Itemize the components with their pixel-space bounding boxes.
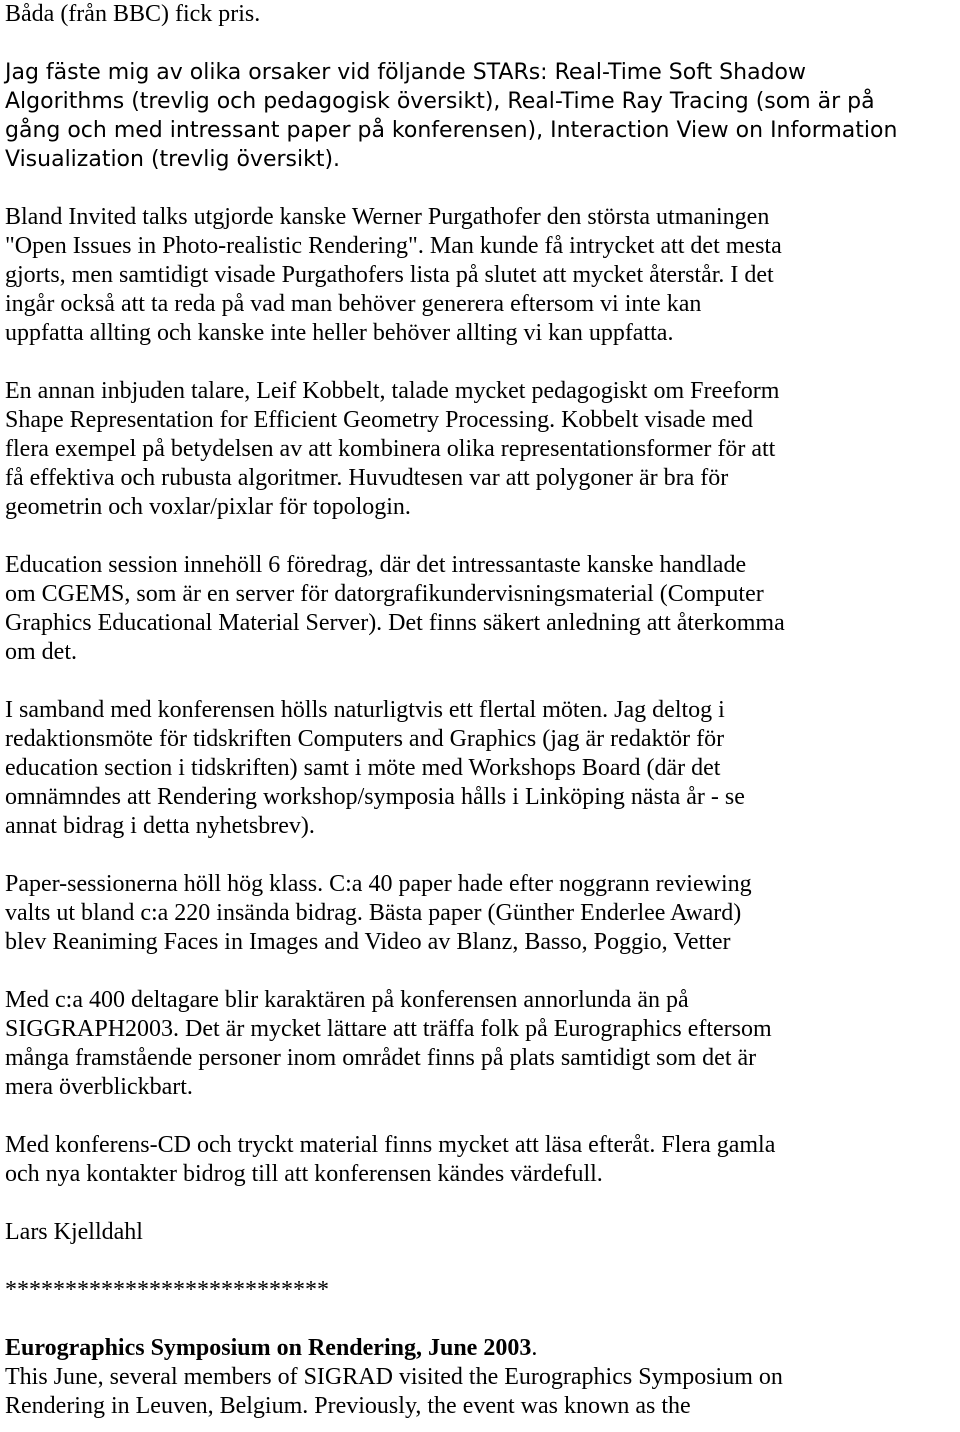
text-line: Paper-sessionerna höll hög klass. C:a 40 paper hade efter noggrann reviewing (5, 871, 752, 897)
text-line: Algorithms (trevlig och pedagogisk översikt), Real-Time Ray Tracing (som är på (5, 89, 875, 114)
text-line: ingår också att ta reda på vad man behöver generera eftersom vi inte kan (5, 291, 702, 317)
text-line: Visualization (trevlig översikt). (5, 147, 341, 172)
separator-stars: *************************** (5, 1277, 329, 1303)
text-line: This June, several members of SIGRAD visited the Eurographics Symposium on (5, 1364, 783, 1390)
section-separator (5, 1276, 957, 1305)
text-line: I samband med konferensen hölls naturligtvis ett flertal möten. Jag deltog i (5, 697, 725, 723)
text-line: få effektiva och rubusta algoritmer. Huvudtesen var att polygoner är bra för (5, 465, 729, 491)
paragraph-conference-cd (5, 1131, 957, 1189)
paragraph-invited-talks (5, 203, 957, 348)
text-line: valts ut bland c:a 220 insända bidrag. Bästa paper (Günther Enderlee Award) (5, 900, 742, 926)
text-line: Jag fäste mig av olika orsaker vid följande STARs: Real-Time Soft Shadow (5, 60, 806, 85)
author-signature (5, 1218, 957, 1247)
paragraph-paper-sessions (5, 870, 957, 957)
text-line: gjorts, men samtidigt visade Purgathofers lista på slutet att mycket återstår. I det (5, 262, 774, 288)
paragraph-meetings (5, 696, 957, 841)
text-line: och nya kontakter bidrog till att konferensen kändes värdefull. (5, 1161, 603, 1187)
text-line: Graphics Educational Material Server). Det finns säkert anledning att återkomma (5, 610, 785, 636)
text-line: om CGEMS, som är en server för datorgrafikundervisningsmaterial (Computer (5, 581, 764, 607)
section-rendering-symposium (5, 1334, 957, 1421)
text-line: Bland Invited talks utgjorde kanske Werner Purgathofer den största utmaningen (5, 204, 770, 230)
signature-name: Lars Kjelldahl (5, 1219, 143, 1245)
text-line: SIGGRAPH2003. Det är mycket lättare att träffa folk på Eurographics eftersom (5, 1016, 772, 1042)
paragraph-stars (5, 58, 957, 174)
text-line: många framstående personer inom området finns på plats samtidigt som det är (5, 1045, 757, 1071)
text-line: gång och med intressant paper på konferensen), Interaction View on Information (5, 118, 898, 143)
text-line: En annan inbjuden talare, Leif Kobbelt, talade mycket pedagogiskt om Freeform (5, 378, 780, 404)
text-line: omnämndes att Rendering workshop/symposia hålls i Linköping nästa år - se (5, 784, 745, 810)
text-line: education section i tidskriften) samt i möte med Workshops Board (där det (5, 755, 721, 781)
text-line: Båda (från BBC) fick pris. (5, 1, 261, 27)
text-line: geometrin och voxlar/pixlar för topologin. (5, 494, 411, 520)
text-line: Education session innehöll 6 föredrag, där det intressantaste kanske handlade (5, 552, 747, 578)
text-line: uppfatta allting och kanske inte heller behöver allting vi kan uppfatta. (5, 320, 674, 346)
text-line: mera överblickbart. (5, 1074, 193, 1100)
text-line: Rendering in Leuven, Belgium. Previously, the event was known as the (5, 1393, 691, 1419)
text-line: flera exempel på betydelsen av att kombinera olika representationsformer för att (5, 436, 776, 462)
text-line: Shape Representation for Efficient Geometry Processing. Kobbelt visade med (5, 407, 754, 433)
paragraph-awards (5, 0, 957, 29)
text-line: blev Reaniming Faces in Images and Video av Blanz, Basso, Poggio, Vetter (5, 929, 731, 955)
text-line: "Open Issues in Photo-realistic Rendering". Man kunde få intrycket att det mesta (5, 233, 782, 259)
text-line: Med konferens-CD och tryckt material finns mycket att läsa efteråt. Flera gamla (5, 1132, 776, 1158)
text-line: om det. (5, 639, 77, 665)
text-line: annat bidrag i detta nyhetsbrev). (5, 813, 315, 839)
paragraph-kobbelt (5, 377, 957, 522)
paragraph-participants (5, 986, 957, 1102)
text-line: redaktionsmöte för tidskriften Computers and Graphics (jag är redaktör för (5, 726, 725, 752)
paragraph-education-session (5, 551, 957, 667)
document-page (5, 0, 957, 1421)
heading-period: . (531, 1335, 538, 1361)
section-heading (5, 1334, 957, 1363)
text-line: Med c:a 400 deltagare blir karaktären på konferensen annorlunda än på (5, 987, 689, 1013)
heading-title: Eurographics Symposium on Rendering, June 2003 (5, 1335, 532, 1361)
